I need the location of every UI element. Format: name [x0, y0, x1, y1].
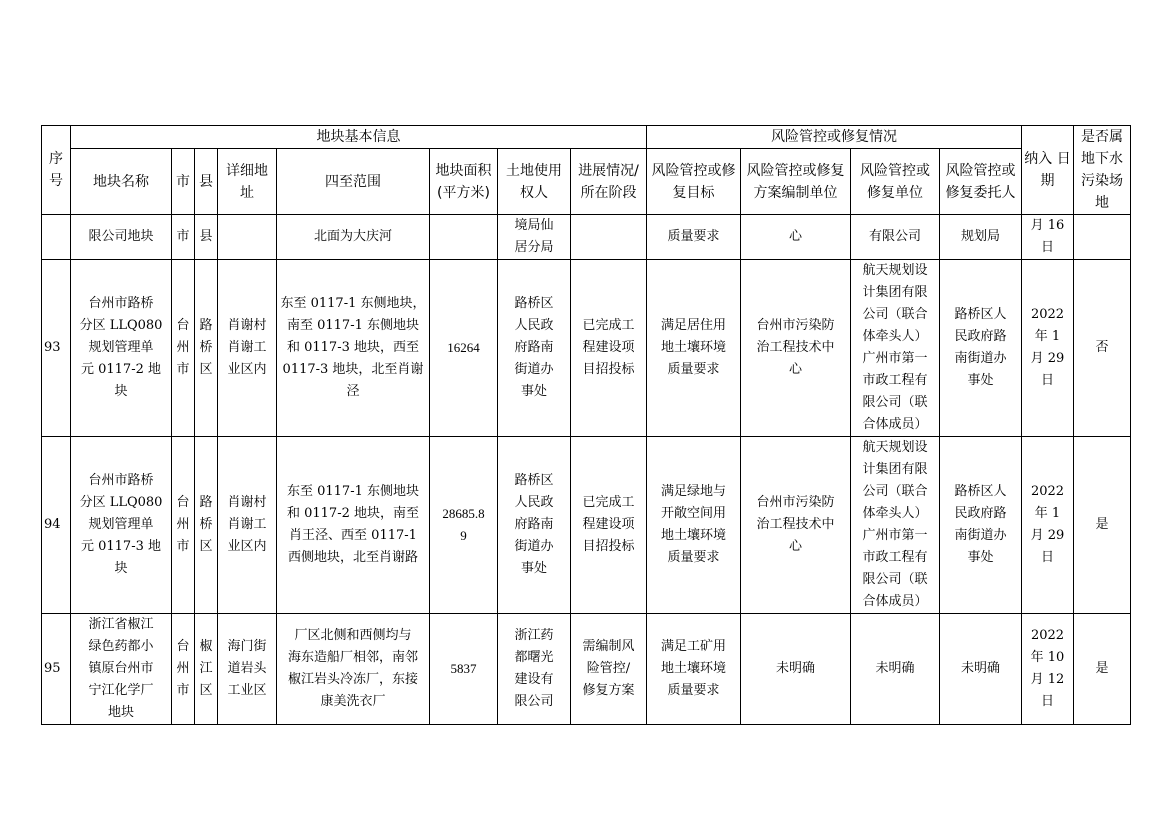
cell-county: 县 — [195, 215, 218, 260]
cell-owner: 路桥区 人民政 府路南 街道办 事处 — [498, 437, 571, 614]
cell-target: 质量要求 — [647, 215, 741, 260]
cell-name: 限公司地块 — [71, 215, 172, 260]
cell-area: 16264 — [430, 260, 498, 437]
header-date: 纳入 日期 — [1022, 126, 1074, 215]
cell-address: 肖谢村 肖谢工 业区内 — [218, 260, 277, 437]
cell-plan-unit: 未明确 — [741, 614, 851, 725]
cell-date: 2022 年 1 月 29 日 — [1022, 260, 1074, 437]
header-group-basic-info: 地块基本信息 — [71, 126, 647, 149]
cell-seq: 95 — [42, 614, 71, 725]
header-area: 地块面积 (平方米) — [430, 149, 498, 215]
cell-groundwater — [1074, 215, 1131, 260]
table-row — [42, 260, 1131, 437]
cell-plan-unit: 台州市污染防 治工程技术中 心 — [741, 437, 851, 614]
header-county: 县 — [195, 149, 218, 215]
site-table — [41, 125, 1131, 725]
cell-date: 月 16 日 — [1022, 215, 1074, 260]
cell-bounds: 厂区北侧和西侧均与 海东造船厂相邻，南邻 椒江岩头冷冻厂，东接 康美洗衣厂 — [277, 614, 430, 725]
cell-date: 2022 年 10 月 12 日 — [1022, 614, 1074, 725]
cell-plan-unit: 心 — [741, 215, 851, 260]
cell-progress: 已完成工 程建设项 目招投标 — [571, 260, 647, 437]
cell-name: 台州市路桥 分区 LLQ080 规划管理单 元 0117-2 地 块 — [71, 260, 172, 437]
header-group-risk-control: 风险管控或修复情况 — [647, 126, 1022, 149]
cell-name: 浙江省椒江 绿色药都小 镇原台州市 宁江化学厂 地块 — [71, 614, 172, 725]
cell-client: 路桥区人 民政府路 南街道办 事处 — [940, 437, 1022, 614]
cell-county: 椒 江 区 — [195, 614, 218, 725]
table-row — [42, 437, 1131, 614]
cell-city: 台 州 市 — [172, 614, 195, 725]
cell-progress: 已完成工 程建设项 目招投标 — [571, 437, 647, 614]
cell-client: 未明确 — [940, 614, 1022, 725]
header-plan-unit: 风险管控或修复 方案编制单位 — [741, 149, 851, 215]
cell-target: 满足居住用 地土壤环境 质量要求 — [647, 260, 741, 437]
cell-client: 路桥区人 民政府路 南街道办 事处 — [940, 260, 1022, 437]
cell-owner: 境局仙 居分局 — [498, 215, 571, 260]
cell-area: 28685.8 9 — [430, 437, 498, 614]
header-owner: 土地使用 权人 — [498, 149, 571, 215]
cell-area: 5837 — [430, 614, 498, 725]
cell-target: 满足工矿用 地土壤环境 质量要求 — [647, 614, 741, 725]
cell-repair-unit: 有限公司 — [851, 215, 940, 260]
cell-bounds: 北面为大庆河 — [277, 215, 430, 260]
cell-county: 路 桥 区 — [195, 437, 218, 614]
header-seq: 序 号 — [42, 126, 71, 215]
header-bounds: 四至范围 — [277, 149, 430, 215]
cell-client: 规划局 — [940, 215, 1022, 260]
table-row — [42, 215, 1131, 260]
cell-seq: 94 — [42, 437, 71, 614]
cell-repair-unit: 航天规划设 计集团有限 公司（联合 体牵头人） 广州市第一 市政工程有 限公司（联 合体成员） — [851, 437, 940, 614]
cell-city: 台 州 市 — [172, 260, 195, 437]
cell-area — [430, 215, 498, 260]
header-repair-unit: 风险管控或 修复单位 — [851, 149, 940, 215]
cell-groundwater: 是 — [1074, 437, 1131, 614]
cell-groundwater: 是 — [1074, 614, 1131, 725]
cell-county: 路 桥 区 — [195, 260, 218, 437]
cell-address: 海门街 道岩头 工业区 — [218, 614, 277, 725]
cell-bounds: 东至 0117-1 东侧地块 和 0117-2 地块，南至 肖王泾、西至 0117-1 西侧地块，北至肖谢路 — [277, 437, 430, 614]
cell-progress — [571, 215, 647, 260]
header-client: 风险管控或 修复委托人 — [940, 149, 1022, 215]
cell-address — [218, 215, 277, 260]
cell-plan-unit: 台州市污染防 治工程技术中 心 — [741, 260, 851, 437]
cell-seq: 93 — [42, 260, 71, 437]
header-progress: 进展情况/ 所在阶段 — [571, 149, 647, 215]
cell-target: 满足绿地与 开敞空间用 地土壤环境 质量要求 — [647, 437, 741, 614]
table-row — [42, 614, 1131, 725]
cell-date: 2022 年 1 月 29 日 — [1022, 437, 1074, 614]
cell-city: 市 — [172, 215, 195, 260]
cell-progress: 需编制风 险管控/ 修复方案 — [571, 614, 647, 725]
cell-owner: 路桥区 人民政 府路南 街道办 事处 — [498, 260, 571, 437]
cell-groundwater: 否 — [1074, 260, 1131, 437]
cell-address: 肖谢村 肖谢工 业区内 — [218, 437, 277, 614]
header-city: 市 — [172, 149, 195, 215]
cell-city: 台 州 市 — [172, 437, 195, 614]
cell-bounds: 东至 0117-1 东侧地块， 南至 0117-1 东侧地块 和 0117-3 地块，西至 0117-3 地块，北至肖谢 泾 — [277, 260, 430, 437]
cell-seq — [42, 215, 71, 260]
cell-repair-unit: 未明确 — [851, 614, 940, 725]
cell-owner: 浙江药 都曙光 建设有 限公司 — [498, 614, 571, 725]
header-groundwater: 是否属 地下水 污染场 地 — [1074, 126, 1131, 215]
header-name: 地块名称 — [71, 149, 172, 215]
header-address: 详细地 址 — [218, 149, 277, 215]
cell-name: 台州市路桥 分区 LLQ080 规划管理单 元 0117-3 地 块 — [71, 437, 172, 614]
cell-repair-unit: 航天规划设 计集团有限 公司（联合 体牵头人） 广州市第一 市政工程有 限公司（联 合体成员） — [851, 260, 940, 437]
header-target: 风险管控或修 复目标 — [647, 149, 741, 215]
